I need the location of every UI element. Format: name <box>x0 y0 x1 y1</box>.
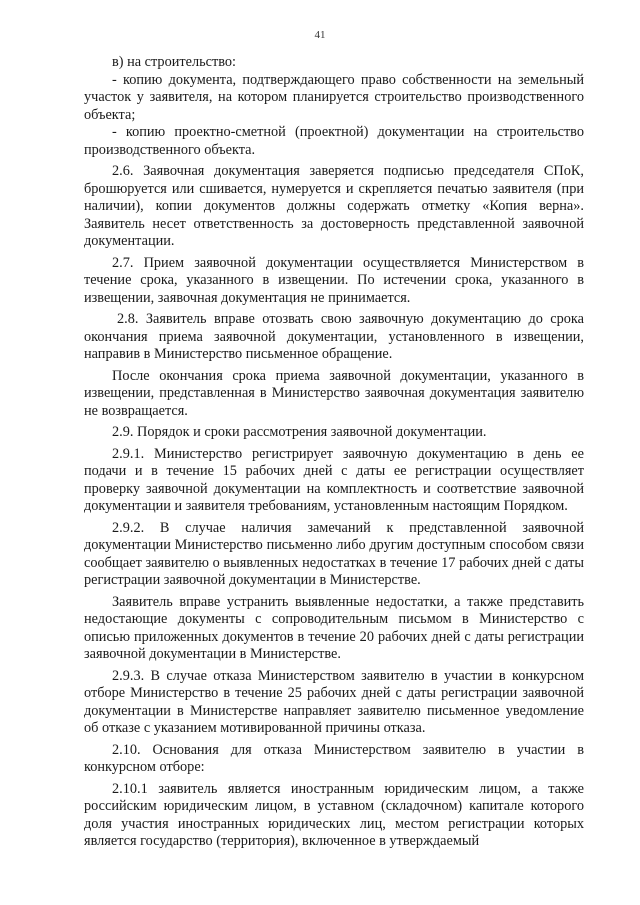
section-heading: 2.9. Порядок и сроки рассмотрения заявочной документации. <box>112 424 487 440</box>
paragraph: 2.10. Основания для отказа Министерством заявителю в участии в конкурсном отборе: <box>84 741 584 775</box>
paragraph: 2.9.2. В случае наличия замечаний к представленной заявочной документации Министерство письменно либо другим доступным способом связи сообщает заявителю о выявленных недостатках в течение 17 рабочих дней с даты регистрации заявочной документации в Министерстве. <box>84 519 584 588</box>
paragraph: 2.7. Прием заявочной документации осуществляется Министерством в течение срока, указанного в извещении. По истечении срока, указанного в извещении, заявочная документация не принимается. <box>84 254 584 306</box>
document-body <box>84 54 584 851</box>
paragraph: 2.6. Заявочная документация заверяется подписью председателя СПоК, брошюруется или сшивается, нумеруется и скрепляется печатью заявителя (при наличии), копии документов должны содержать отметку «Копия верна». Заявитель несет ответственность за достоверность представленной заявочной документации. <box>84 163 584 249</box>
paragraph: в) на строительство: <box>112 54 236 70</box>
page-number: 41 <box>314 29 326 41</box>
paragraph: После окончания срока приема заявочной документации, указанного в извещении, представленная в Министерство заявочная документация заявителю не возвращается. <box>84 367 584 419</box>
paragraph: - копию документа, подтверждающего право собственности на земельный участок у заявителя, на котором планируется строительство производственного объекта; <box>84 71 584 123</box>
paragraph: Заявитель вправе устранить выявленные недостатки, а также представить недостающие документы с сопроводительным письмом в Министерство с описью приложенных документов в течение 20 рабочих дней с даты регистрации заявочной документации в Министерстве. <box>84 593 584 662</box>
paragraph: 2.9.1. Министерство регистрирует заявочную документацию в день ее подачи и в течение 15 рабочих дней с даты ее регистрации осуществляет проверку заявочной документации на комплектность и соответствие заявочной документации и заявителя требованиям, установленным настоящим Порядком. <box>84 445 584 514</box>
paragraph: 2.10.1 заявитель является иностранным юридическим лицом, а также российским юридическим лицом, в уставном (складочном) капитале которого доля участия иностранных юридических лиц, местом регистрации которых является государство (территория), включенное в утверждаемый <box>84 780 584 849</box>
paragraph: - копию проектно-сметной (проектной) документации на строительство производственного объекта. <box>84 124 584 158</box>
paragraph: 2.8. Заявитель вправе отозвать свою заявочную документацию до срока окончания приема заявочной документации, установленного в извещении, направив в Министерство письменное обращение. <box>84 311 584 362</box>
paragraph: 2.9.3. В случае отказа Министерством заявителю в участии в конкурсном отборе Министерство в течение 25 рабочих дней с даты регистрации заявочной документации в Министерстве направляет заявителю письменное уведомление об отказе с указанием мотивированной причины отказа. <box>84 667 584 736</box>
